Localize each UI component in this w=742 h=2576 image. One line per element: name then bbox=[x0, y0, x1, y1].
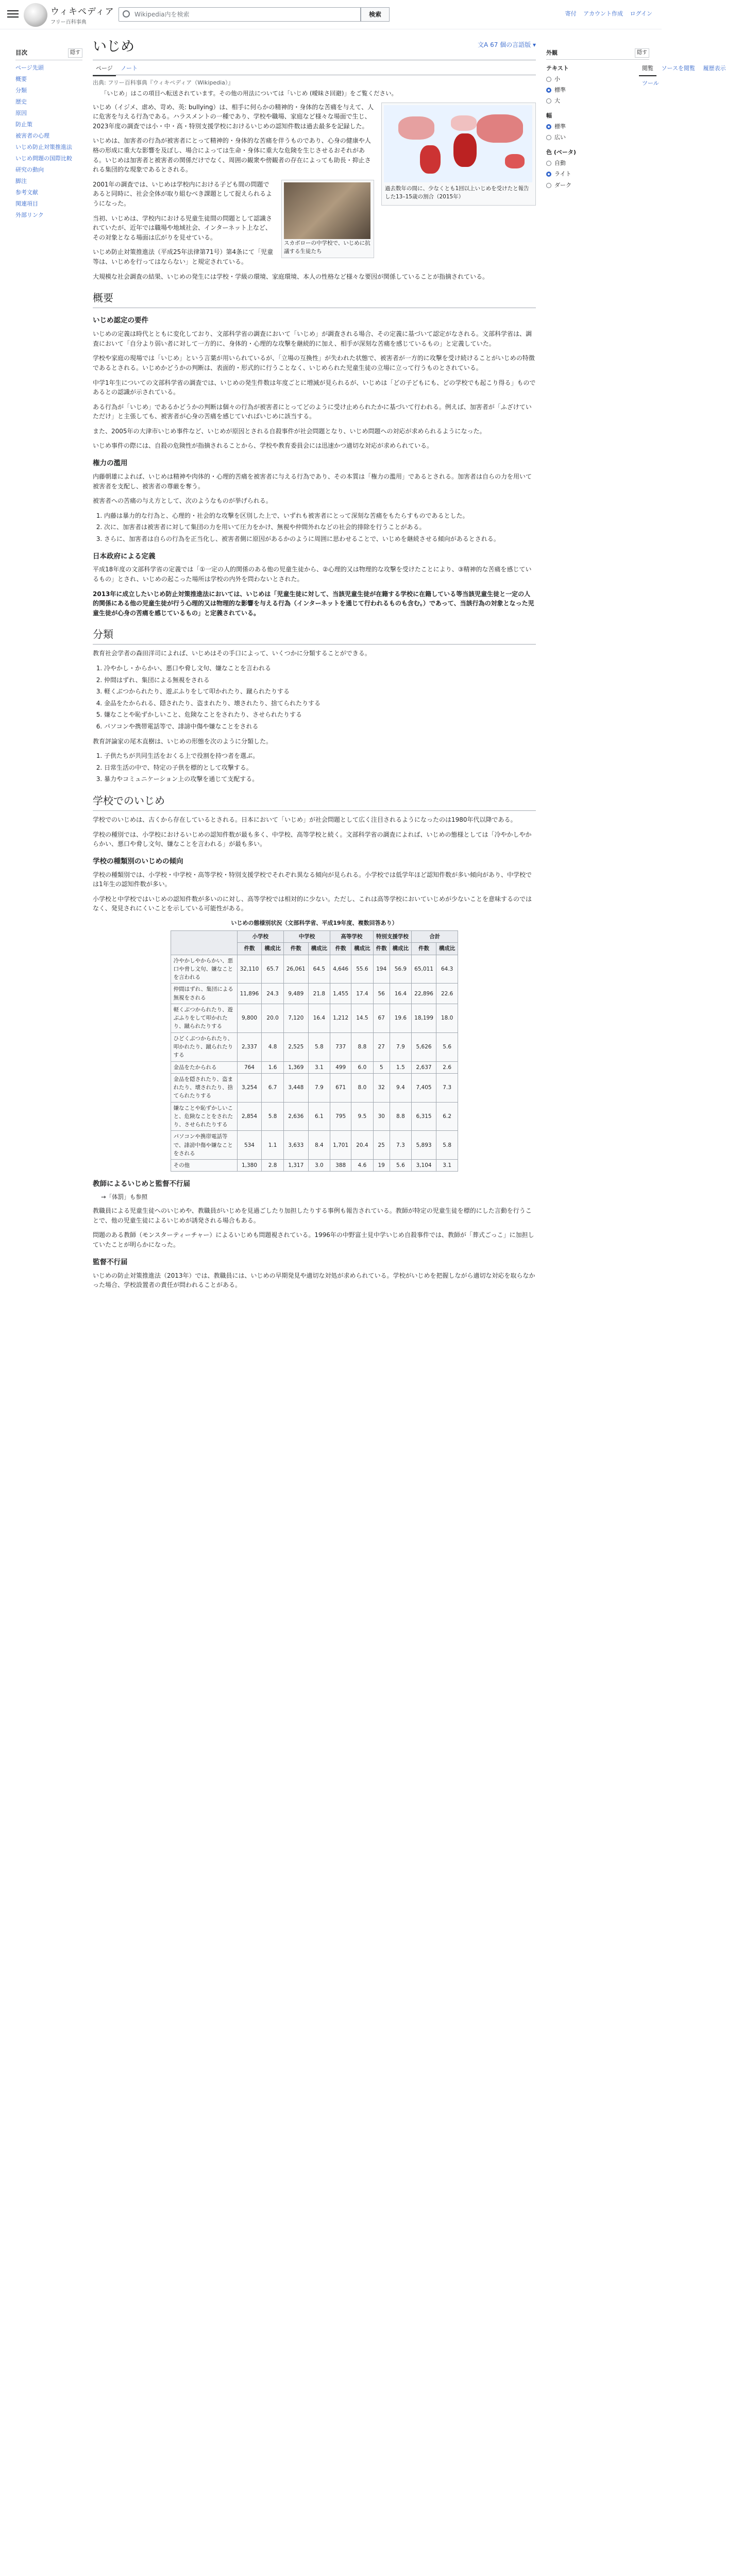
col-subheader: 件数 bbox=[330, 943, 351, 955]
appearance-option[interactable] bbox=[546, 159, 649, 167]
table-cell: 8.0 bbox=[351, 1073, 374, 1102]
table-cell: 22.6 bbox=[436, 984, 458, 1004]
list-item: 2. 次に、加害者は被害者に対して集団の力を用いて圧力をかけ、無視や仲間外れなどの社会的排除を行うことがある。 bbox=[104, 522, 536, 532]
option-label: 広い bbox=[554, 134, 566, 141]
table-cell: 2,637 bbox=[412, 1061, 436, 1073]
appearance-option[interactable] bbox=[546, 170, 649, 178]
col-header-high: 高等学校 bbox=[330, 931, 374, 943]
japan-paragraph: 平成18年度の文部科学省の定義では「①一定の人的関係のある他の児童生徒から、②心理的又は物理的な攻撃を受けたことにより、③精神的な苦痛を感じているもの」とされ、いじめの起こった場所は学校の内外を問わないとされた。 bbox=[93, 566, 532, 583]
table-cell: 6.7 bbox=[262, 1073, 284, 1102]
radio-icon[interactable] bbox=[546, 183, 551, 188]
intro-paragraph-4: 当初、いじめは、学校内における児童生徒間の問題として認識されていたが、近年では職場や地域社会、インターネット上など、その対象となる場面は広がりを見せている。 bbox=[93, 214, 273, 241]
row-label: 仲間はずれ、集団による無視をされる bbox=[171, 984, 237, 1004]
school-type-paragraph: 小学校と中学校ではいじめの認知件数が多いのに対し、高等学校では相対的に少ない。ただし、これは高等学校においていじめが少ないことを意味するのではなく、発見されにくいことを示している可能性がある。 bbox=[93, 895, 532, 912]
table-cell: 764 bbox=[237, 1061, 262, 1073]
world-map-image[interactable] bbox=[384, 105, 532, 182]
list-item: 2. 日常生活の中で、特定の子供を標的として攻撃する。 bbox=[104, 763, 536, 773]
table-cell: 20.4 bbox=[351, 1131, 374, 1160]
table-cell: 20.0 bbox=[262, 1004, 284, 1032]
option-label: 標準 bbox=[554, 87, 566, 94]
table-cell: 18,199 bbox=[412, 1004, 436, 1032]
table-cell: 64.3 bbox=[436, 955, 458, 984]
table-row bbox=[171, 1032, 458, 1061]
table-cell: 24.3 bbox=[262, 984, 284, 1004]
def-paragraph: 中学1年生についての文部科学省の調査では、いじめの発生件数は年度ごとに増減が見られるが、いじめは「どの子どもにも、どの学校でも起こり得る」ものであるとの認識が示されている。 bbox=[93, 379, 536, 396]
radio-icon[interactable] bbox=[546, 161, 551, 166]
logo-title: ウィキペディア bbox=[50, 7, 114, 17]
map-caption: 過去数年の間に、少なくとも1回以上いじめを受けたと報告した13–15歳の割合（2015年） bbox=[385, 185, 529, 200]
photo-caption: スカボローの中学校で、いじめに抗議する生徒たち bbox=[284, 240, 370, 255]
table-cell: 6,315 bbox=[412, 1102, 436, 1131]
list-item: 2. 仲間はずれ、集団による無視をされる bbox=[104, 675, 536, 685]
toc-item[interactable]: 脚注 bbox=[15, 178, 27, 185]
def-paragraph: ある行為が「いじめ」であるかどうかの判断は個々の行為が被害者にとってどのように受け止められたかに基づいて行われる。例えば、加害者が「ふざけていただけ」と主張しても、被害者が心身の苦痛を感じていればいじめに該当する。 bbox=[93, 403, 532, 420]
appearance-panel bbox=[546, 48, 649, 196]
toc-item[interactable]: 防止策 bbox=[15, 121, 32, 128]
table-cell: 30 bbox=[373, 1102, 390, 1131]
tab-tools[interactable]: ツール bbox=[642, 79, 659, 87]
table-cell: 3.1 bbox=[436, 1160, 458, 1172]
table-row bbox=[171, 1004, 458, 1032]
toc-item[interactable]: 分類 bbox=[15, 87, 27, 94]
appearance-option[interactable] bbox=[546, 96, 649, 105]
appearance-hide-button[interactable]: 隠す bbox=[635, 48, 649, 58]
toc-list bbox=[15, 63, 82, 220]
toc-item[interactable]: 概要 bbox=[15, 75, 27, 82]
list-item: 1. 子供たちが共同生活をおくる上で役割を持つ者を選ぶ。 bbox=[104, 751, 536, 761]
logo-subtitle: フリー百科事典 bbox=[50, 20, 87, 26]
option-label: 標準 bbox=[554, 123, 566, 130]
subsection-power: 権力の濫用 bbox=[93, 459, 128, 468]
teacher-hatnote: →「体罰」も参照 bbox=[101, 1193, 148, 1201]
teacher-paragraph: 問題のある教師（モンスターティーチャー）によるいじめも問題視されている。1996年の中野富士見中学いじめ自殺事件では、教師が「葬式ごっこ」に加担していたことが明らかになった。 bbox=[93, 1231, 534, 1248]
toc-item[interactable]: 歴史 bbox=[15, 98, 27, 105]
appearance-groups bbox=[546, 64, 649, 190]
table-cell: 56.9 bbox=[390, 955, 412, 984]
radio-icon[interactable] bbox=[546, 88, 551, 93]
def-paragraph: 学校や家庭の現場では「いじめ」という言葉が用いられているが、「立場の互換性」が失われた状態で、被害者が一方的に攻撃を受け続けることがいじめの特徴であるとされる。いじめかどうかの判断は、表面的・形式的に行うことなく、いじめられた児童生徒の立場に立って行うものとされている。 bbox=[93, 354, 535, 371]
table-cell: 1.5 bbox=[390, 1061, 412, 1073]
table-cell: 9,800 bbox=[237, 1004, 262, 1032]
appearance-option[interactable] bbox=[546, 75, 649, 83]
section-classification: 分類 bbox=[93, 627, 536, 645]
table-corner bbox=[171, 931, 237, 955]
table-of-contents bbox=[15, 48, 82, 222]
appearance-option[interactable] bbox=[546, 122, 649, 131]
radio-icon[interactable] bbox=[546, 124, 551, 129]
table-cell: 9.4 bbox=[390, 1073, 412, 1102]
table-cell: 19.6 bbox=[390, 1004, 412, 1032]
table-cell: 5.6 bbox=[436, 1032, 458, 1061]
col-header-special: 特別支援学校 bbox=[373, 931, 412, 943]
table-cell: 3,254 bbox=[237, 1073, 262, 1102]
table-cell: 1.1 bbox=[262, 1131, 284, 1160]
table-cell: 7,405 bbox=[412, 1073, 436, 1102]
login-link[interactable]: ログイン bbox=[630, 10, 652, 17]
col-subheader: 件数 bbox=[373, 943, 390, 955]
table-cell: 16.4 bbox=[390, 984, 412, 1004]
class-list-2 bbox=[104, 751, 536, 784]
table-cell: 2,854 bbox=[237, 1102, 262, 1131]
intro-paragraph-6: 大規模な社会調査の結果、いじめの発生には学校・学級の環境、家庭環境、本人の性格など様々な要因が関係していることが指摘されている。 bbox=[93, 273, 489, 280]
table-cell: 1,701 bbox=[330, 1131, 351, 1160]
table-row bbox=[171, 1102, 458, 1131]
intro-paragraph-1: いじめ（イジメ、虐め、苛め、英: bullying）は、相手に何らかの精神的・身体的な苦痛を与えて、人に危害を与える行為である。ハラスメントの一種であり、学校や職場、家庭など様々な場面で生じ、2023年度の調査では小・中・高・特別支援学校におけるいじめの認知件数は過去最多を記録した。 bbox=[93, 103, 374, 130]
table-cell: 1.6 bbox=[262, 1061, 284, 1073]
table-cell: 5.8 bbox=[262, 1102, 284, 1131]
table-cell: 2,636 bbox=[283, 1102, 308, 1131]
subsection-duty: 監督不行届 bbox=[93, 1258, 128, 1266]
table-cell: 65,011 bbox=[412, 955, 436, 984]
toc-title: 目次 隠す bbox=[15, 48, 82, 60]
table-cell: 194 bbox=[373, 955, 390, 984]
language-selector[interactable]: 文A 67 個の言語版 ▾ bbox=[478, 41, 536, 48]
table-cell: 21.8 bbox=[308, 984, 330, 1004]
toc-item[interactable]: 研究の動向 bbox=[15, 166, 44, 174]
personal-tools bbox=[560, 9, 652, 18]
translate-icon: 文A bbox=[478, 41, 491, 48]
table-cell: 7.3 bbox=[390, 1131, 412, 1160]
table-cell: 6.1 bbox=[308, 1102, 330, 1131]
table-cell: 4.6 bbox=[351, 1160, 374, 1172]
subsection-school-type: 学校の種類別のいじめの傾向 bbox=[93, 857, 183, 866]
row-label: パソコンや携帯電話等で、誹謗中傷や嫌なことをされる bbox=[171, 1131, 237, 1160]
table-cell: 2,337 bbox=[237, 1032, 262, 1061]
table-cell: 5.8 bbox=[436, 1131, 458, 1160]
hatnote: 「いじめ」はこの項目へ転送されています。その他の用法については「いじめ (曖昧さ回避)」をご覧ください。 bbox=[101, 89, 397, 97]
table-cell: 5,893 bbox=[412, 1131, 436, 1160]
toc-item[interactable]: 関連項目 bbox=[15, 200, 38, 208]
col-header-total: 合計 bbox=[412, 931, 458, 943]
toc-item[interactable]: 参考文献 bbox=[15, 189, 38, 196]
col-subheader: 件数 bbox=[283, 943, 308, 955]
table-cell: 5,626 bbox=[412, 1032, 436, 1061]
subsection-definition: いじめ認定の要件 bbox=[93, 316, 148, 325]
table-cell: 3,448 bbox=[283, 1073, 308, 1102]
list-item: 1. 内藤は暴力的な行為と、心理的・社会的な攻撃を区別した上で、いずれも被害者にとって深刻な苦痛をもたらすものであるとした。 bbox=[104, 511, 536, 521]
table-cell: 56 bbox=[373, 984, 390, 1004]
table-cell: 19 bbox=[373, 1160, 390, 1172]
table-cell: 22,896 bbox=[412, 984, 436, 1004]
table-row bbox=[171, 984, 458, 1004]
def-paragraph: いじめの定義は時代とともに変化しており、文部科学省の調査において「いじめ」が調査される場合、その定義に基づいて認定がなされる。文部科学省は、調査において「自分より弱い者に対して一方的に、身体的・心理的な攻撃を継続的に加え、相手が深刻な苦痛を感じているもの」と定義していた。 bbox=[93, 330, 532, 347]
table-cell: 737 bbox=[330, 1032, 351, 1061]
table-cell: 32,110 bbox=[237, 955, 262, 984]
wikipedia-logo-icon[interactable] bbox=[24, 3, 47, 27]
col-subheader: 構成比 bbox=[351, 943, 374, 955]
table-cell: 16.4 bbox=[308, 1004, 330, 1032]
subsection-japan-definition: 日本政府による定義 bbox=[93, 552, 156, 561]
group-label: テキスト bbox=[546, 65, 569, 72]
col-subheader: 構成比 bbox=[436, 943, 458, 955]
site-header bbox=[0, 0, 662, 29]
table-cell: 5 bbox=[373, 1061, 390, 1073]
bullying-map-figure bbox=[381, 103, 536, 206]
option-label: 小 bbox=[554, 76, 560, 83]
table-cell: 3.0 bbox=[308, 1160, 330, 1172]
table-cell: 5.8 bbox=[308, 1032, 330, 1061]
table-cell: 17.4 bbox=[351, 984, 374, 1004]
row-label: 冷やかしやからかい、悪口や脅し文句、嫌なことを言われる bbox=[171, 955, 237, 984]
teacher-paragraph: 教職員による児童生徒へのいじめや、教職員がいじめを見過ごしたり加担したりする事例も報告されている。教師が特定の児童生徒を標的にした言動を行うことで、他の児童生徒によるいじめが誘発される場合もある。 bbox=[93, 1207, 532, 1224]
tab-talk[interactable]: ノート bbox=[121, 64, 138, 72]
create-account-link[interactable]: アカウント作成 bbox=[583, 10, 623, 17]
table-cell: 2,525 bbox=[283, 1032, 308, 1061]
toc-item[interactable]: ページ先頭 bbox=[15, 64, 44, 71]
col-subheader: 件数 bbox=[412, 943, 436, 955]
power-paragraph: 内藤朝雄によれば、いじめは精神や肉体的・心理的苦痛を被害者に与える行為であり、その本質は「権力の濫用」であるとされる。加害者は自らの力を用いて被害者を支配し、被害者の尊厳を奪う。 bbox=[93, 472, 532, 490]
col-header-elementary: 小学校 bbox=[237, 931, 283, 943]
table-cell: 55.6 bbox=[351, 955, 374, 984]
option-label: ダーク bbox=[554, 181, 571, 189]
toc-item[interactable]: いじめ問題の国際比較 bbox=[15, 155, 72, 162]
table-cell: 1,212 bbox=[330, 1004, 351, 1032]
col-subheader: 構成比 bbox=[308, 943, 330, 955]
table-cell: 65.7 bbox=[262, 955, 284, 984]
table-cell: 5.6 bbox=[390, 1160, 412, 1172]
table-cell: 7.3 bbox=[436, 1073, 458, 1102]
radio-icon[interactable] bbox=[546, 135, 551, 140]
school-type-paragraph: 学校の種類別では、小学校・中学校・高等学校・特別支援学校でそれぞれ異なる傾向が見られる。小学校では低学年ほど認知件数が多い傾向があり、中学校では1年生の認知件数が多い。 bbox=[93, 871, 532, 888]
table-cell: 7.9 bbox=[390, 1032, 412, 1061]
appearance-option[interactable] bbox=[546, 86, 649, 94]
table-cell: 7,120 bbox=[283, 1004, 308, 1032]
appearance-option[interactable] bbox=[546, 181, 649, 190]
table-cell: 4,646 bbox=[330, 955, 351, 984]
section-school: 学校でのいじめ bbox=[93, 793, 536, 811]
search-input[interactable]: Wikipedia内を検索 bbox=[119, 7, 361, 22]
table-cell: 9.5 bbox=[351, 1102, 374, 1131]
table-cell: 6.2 bbox=[436, 1102, 458, 1131]
table-cell: 6.0 bbox=[351, 1061, 374, 1073]
tab-read[interactable]: 閲覧 bbox=[639, 61, 656, 76]
donate-link[interactable]: 寄付 bbox=[565, 10, 577, 17]
radio-icon[interactable] bbox=[546, 172, 551, 177]
table-cell: 32 bbox=[373, 1073, 390, 1102]
toc-item[interactable]: 原因 bbox=[15, 110, 27, 116]
table-cell: 8.4 bbox=[308, 1131, 330, 1160]
toc-item[interactable]: 被害者の心理 bbox=[15, 132, 49, 140]
row-label: その他 bbox=[171, 1160, 237, 1172]
intro-paragraph-5: いじめ防止対策推進法（平成25年法律第71号）第4条にて「児童等は、いじめを行ってはならない」と規定されている。 bbox=[93, 248, 274, 266]
protest-photo[interactable] bbox=[284, 182, 370, 239]
col-subheader: 件数 bbox=[237, 943, 262, 955]
page-title: いじめ bbox=[93, 36, 536, 60]
school-paragraph: 学校でのいじめは、古くから存在しているとされる。日本において「いじめ」が社会問題として広く注目されるようになったのは1980年代以降である。 bbox=[93, 816, 517, 823]
table-cell: 2.6 bbox=[436, 1061, 458, 1073]
list-item: 5. 嫌なことや恥ずかしいこと、危険なことをされたり、させられたりする bbox=[104, 710, 536, 720]
toc-item[interactable]: 外部リンク bbox=[15, 212, 44, 219]
table-caption: いじめの態様別状況（文部科学省、平成19年度、複数回答あり） bbox=[231, 920, 398, 927]
group-label: 幅 bbox=[546, 112, 552, 120]
table-cell: 795 bbox=[330, 1102, 351, 1131]
def-paragraph: いじめ事件の際には、自殺の危険性が指摘されることから、学校や教育委員会には迅速かつ適切な対応が求められている。 bbox=[93, 442, 433, 450]
row-label: 金品を隠されたり、盗まれたり、壊されたり、捨てられたりする bbox=[171, 1073, 237, 1102]
appearance-group bbox=[546, 111, 649, 142]
table-row bbox=[171, 1061, 458, 1073]
row-label: 嫌なことや恥ずかしいこと、危険なことをされたり、させられたりする bbox=[171, 1102, 237, 1131]
duty-paragraph: いじめの防止対策推進法（2013年）では、教職員には、いじめの早期発見や適切な対処が求められている。学校がいじめを把握しながら適切な対応を取らなかった場合、学校設置者の責任が問われることがある。 bbox=[93, 1272, 535, 1289]
col-subheader: 構成比 bbox=[262, 943, 284, 955]
table-row bbox=[171, 1073, 458, 1102]
table-cell: 1,317 bbox=[283, 1160, 308, 1172]
subsection-teacher: 教師によるいじめと監督不行届 bbox=[93, 1180, 190, 1189]
row-label: ひどくぶつかられたり、叩かれたり、蹴られたりする bbox=[171, 1032, 237, 1061]
table-cell: 1,455 bbox=[330, 984, 351, 1004]
school-paragraph: 学校の種別では、小学校におけるいじめの認知件数が最も多く、中学校、高等学校と続く。文部科学省の調査によれば、いじめの態様としては「冷やかしやからかい、悪口や脅し文句、嫌なことを言われる」が最も多い。 bbox=[93, 831, 532, 848]
table-cell: 18.0 bbox=[436, 1004, 458, 1032]
appearance-option[interactable] bbox=[546, 133, 649, 142]
row-label: 軽くぶつかられたり、遊ぶふりをして叩かれたり、蹴られたりする bbox=[171, 1004, 237, 1032]
list-item: 3. 暴力やコミュニケーション上の攻撃を通じて支配する。 bbox=[104, 774, 536, 784]
def-paragraph: また、2005年の大津市いじめ事件など、いじめが原因とされる自殺事件が社会問題となり、いじめ問題への対応が求められるようになった。 bbox=[93, 427, 486, 435]
protest-photo-figure bbox=[281, 180, 374, 259]
table-cell: 388 bbox=[330, 1160, 351, 1172]
group-label: 色 (ベータ) bbox=[546, 149, 576, 156]
toc-hide-button[interactable]: 隠す bbox=[68, 48, 82, 58]
table-cell: 8.8 bbox=[390, 1102, 412, 1131]
bullying-type-table bbox=[171, 930, 459, 1172]
power-list bbox=[104, 511, 536, 544]
appearance-group bbox=[546, 64, 649, 105]
appearance-title: 隠す 外観 bbox=[546, 48, 649, 60]
option-label: 大 bbox=[554, 97, 560, 105]
table-cell: 3,633 bbox=[283, 1131, 308, 1160]
tab-page[interactable]: ページ bbox=[93, 61, 116, 76]
japan-paragraph: 2013年に成立したいじめ防止対策推進法においては、いじめは「児童生徒に対して、当該児童生徒が在籍する学校に在籍している等当該児童生徒と一定の人的関係にある他の児童生徒が行う心理的又は物理的な影響を与える行為（インターネットを通じて行われるものも含む。）であって、当該行為の対象となった児童生徒が心身の苦痛を感じているもの」と定義されている。 bbox=[93, 590, 534, 617]
intro-paragraph-3: 2001年の調査では、いじめは学校内における子ども間の問題であると同時に、社会全体が取り組むべき課題として捉えられるようになった。 bbox=[93, 180, 273, 208]
class-intro: 教育社会学者の森田洋司によれば、いじめはその手口によって、いくつかに分類することができる。 bbox=[93, 650, 371, 657]
class-paragraph-2: 教育評論家の尾木直樹は、いじめの形態を次のように分類した。 bbox=[93, 737, 273, 745]
list-item: 3. 軽くぶつかられたり、遊ぶふりをして叩かれたり、蹴られたりする bbox=[104, 687, 536, 697]
table-cell: 14.5 bbox=[351, 1004, 374, 1032]
col-subheader: 構成比 bbox=[390, 943, 412, 955]
table-row bbox=[171, 1131, 458, 1160]
option-label: 自動 bbox=[554, 160, 566, 167]
site-logo-text[interactable] bbox=[50, 5, 114, 27]
class-list bbox=[104, 664, 536, 732]
table-cell: 64.5 bbox=[308, 955, 330, 984]
table-cell: 499 bbox=[330, 1061, 351, 1073]
radio-icon[interactable] bbox=[546, 77, 551, 82]
table-cell: 8.8 bbox=[351, 1032, 374, 1061]
list-item: 3. さらに、加害者は自らの行為を正当化し、被害者側に原因があるかのように周囲に思わせることで、いじめを継続させる傾向があるとされる。 bbox=[104, 534, 536, 544]
col-header-junior-high: 中学校 bbox=[283, 931, 330, 943]
table-cell: 67 bbox=[373, 1004, 390, 1032]
table-row bbox=[171, 955, 458, 984]
table-cell: 2.8 bbox=[262, 1160, 284, 1172]
intro-paragraph-2: いじめは、加害者の行為が被害者にとって精神的・身体的な苦痛を伴うものであり、心身の健康や人格の形成に重大な影響を及ぼし、場合によっては生命・身体に重大な危険を生じさせるおそれがある。いじめは加害者と被害者の関係だけでなく、周囲の観衆や傍観者の存在によっても助長・抑止される集団的な現象であるとされる。 bbox=[93, 137, 371, 174]
tab-history[interactable]: 履歴表示 bbox=[703, 64, 726, 72]
table-cell: 3,104 bbox=[412, 1160, 436, 1172]
source-note: 出典: フリー百科事典『ウィキペディア（Wikipedia）』 bbox=[93, 79, 234, 86]
table-cell: 11,896 bbox=[237, 984, 262, 1004]
list-item: 6. パソコンや携帯電話等で、誹謗中傷や嫌なことをされる bbox=[104, 722, 536, 732]
tab-view-source[interactable]: ソースを閲覧 bbox=[661, 64, 695, 72]
list-item: 1. 冷やかし・からかい、悪口や脅し文句、嫌なことを言われる bbox=[104, 664, 536, 673]
table-cell: 25 bbox=[373, 1131, 390, 1160]
table-cell: 3.1 bbox=[308, 1061, 330, 1073]
radio-icon[interactable] bbox=[546, 98, 551, 104]
table-cell: 26,061 bbox=[283, 955, 308, 984]
toc-item[interactable]: いじめ防止対策推進法 bbox=[15, 144, 72, 151]
appearance-group bbox=[546, 148, 649, 189]
table-cell: 1,380 bbox=[237, 1160, 262, 1172]
search-button[interactable]: 検索 bbox=[361, 7, 390, 22]
main-menu-icon[interactable] bbox=[7, 8, 19, 20]
list-item: 4. 金品をたかられる、隠されたり、盗まれたり、壊されたり、捨てられたりする bbox=[104, 699, 536, 708]
table-cell: 671 bbox=[330, 1073, 351, 1102]
option-label: ライト bbox=[554, 171, 571, 178]
power-paragraph: 被害者への苦痛の与え方として、次のようなものが挙げられる。 bbox=[93, 497, 272, 505]
table-cell: 1,369 bbox=[283, 1061, 308, 1073]
row-label: 金品をたかられる bbox=[171, 1061, 237, 1073]
table-cell: 27 bbox=[373, 1032, 390, 1061]
table-cell: 9,489 bbox=[283, 984, 308, 1004]
table-row bbox=[171, 1160, 458, 1172]
table-cell: 534 bbox=[237, 1131, 262, 1160]
table-cell: 7.9 bbox=[308, 1073, 330, 1102]
table-cell: 4.8 bbox=[262, 1032, 284, 1061]
section-overview: 概要 bbox=[93, 291, 536, 308]
